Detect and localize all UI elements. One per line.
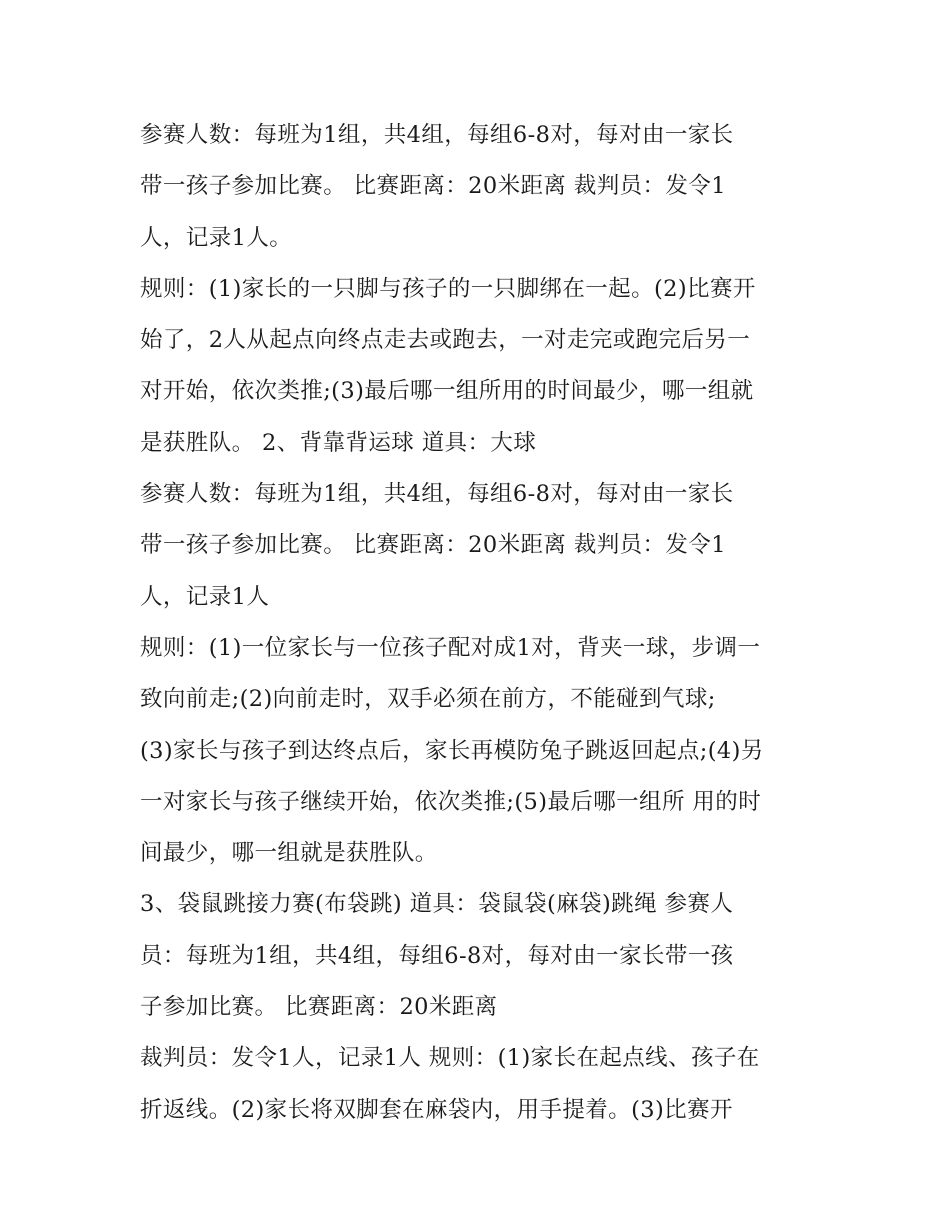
text-line-10: 人，记录1人 [140, 583, 270, 610]
text-line-11: 规则：(1)一位家长与一位孩子配对成1对，背夹一球，步调一 [140, 634, 761, 661]
text-line-2: 带一孩子参加比赛。 比赛距离：20米距离 裁判员：发令1 [140, 173, 726, 200]
text-line-20: 折返线。(2)家长将双脚套在麻袋内，用手提着。(3)比赛开 [140, 1096, 733, 1123]
text-line-16: 3、袋鼠跳接力赛(布袋跳) 道具：袋鼠袋(麻袋)跳绳 参赛人 [140, 891, 734, 918]
text-line-15: 间最少，哪一组就是获胜队。 [140, 840, 438, 867]
text-line-5: 始了，2人从起点向终点走去或跑去，一对走完或跑完后另一 [140, 327, 751, 354]
text-line-8: 参赛人数：每班为1组，共4组，每组6-8对，每对由一家长 [140, 481, 734, 508]
text-line-3: 人，记录1人。 [140, 224, 293, 251]
text-line-19: 裁判员：发令1人，记录1人 规则：(1)家长在起点线、孩子在 [140, 1045, 760, 1072]
text-line-12: 致向前走;(2)向前走时，双手必须在前方，不能碰到气球; [140, 686, 716, 713]
text-line-6: 对开始，依次类推;(3)最后哪一组所用的时间最少，哪一组就 [140, 378, 754, 405]
text-line-4: 规则：(1)家长的一只脚与孩子的一只脚绑在一起。(2)比赛开 [140, 275, 756, 302]
text-line-17: 员：每班为1组，共4组，每组6-8对，每对由一家长带一孩 [140, 942, 734, 969]
text-line-7: 是获胜队。 2、背靠背运球 道具：大球 [140, 429, 537, 456]
text-line-14: 一对家长与孩子继续开始，依次类推;(5)最后哪一组所 用的时 [140, 788, 762, 815]
text-line-13: (3)家长与孩子到达终点后，家长再模防兔子跳返回起点;(4)另 [140, 737, 764, 764]
text-line-18: 子参加比赛。 比赛距离：20米距离 [140, 994, 498, 1021]
document-page [140, 110, 820, 1136]
text-line-9: 带一孩子参加比赛。 比赛距离：20米距离 裁判员：发令1 [140, 532, 726, 559]
text-line-1: 参赛人数：每班为1组，共4组，每组6-8对，每对由一家长 [140, 122, 734, 148]
